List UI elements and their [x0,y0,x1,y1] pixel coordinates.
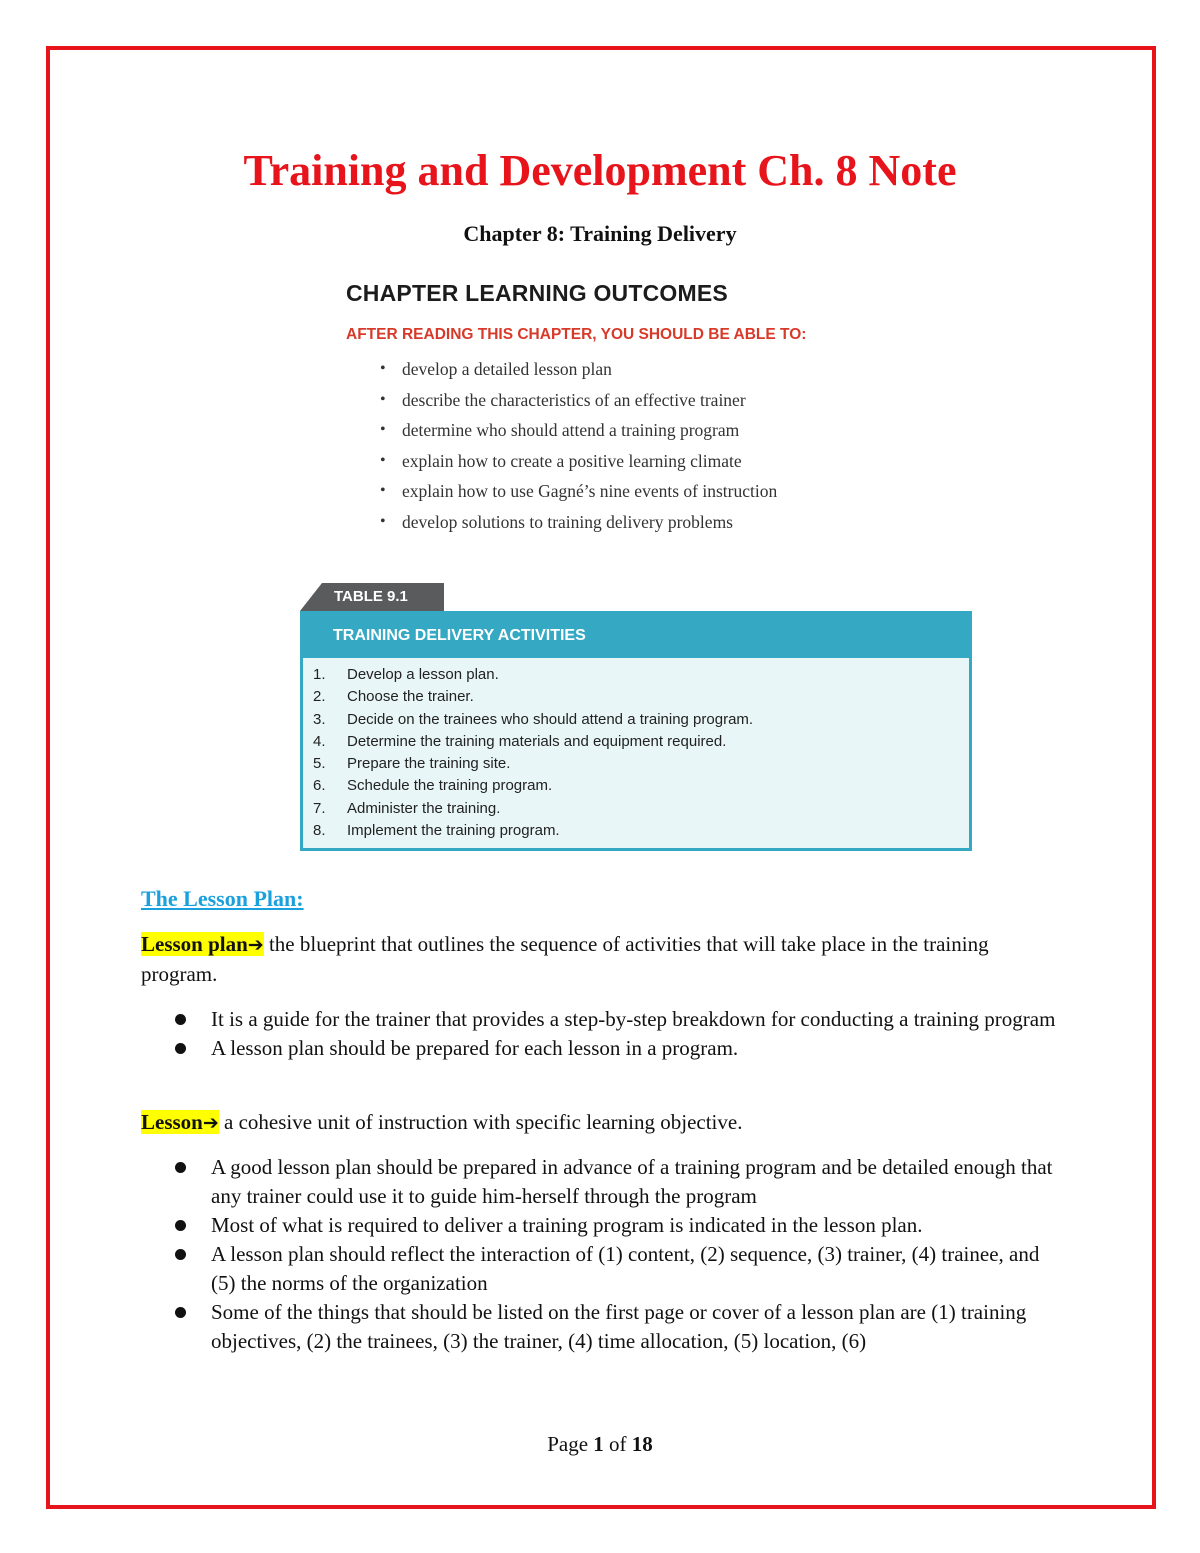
list-item [346,415,886,446]
table-row [303,775,969,797]
list-item [141,1298,1061,1356]
list-item [141,1240,1061,1298]
row-number: 5. [313,755,326,773]
list-item [141,1211,1061,1240]
outcome-text: explain how to create a positive learning climate [402,450,742,471]
current-page-number: 1 [593,1432,604,1456]
bullet-icon: • [380,482,386,499]
lesson-definition [141,1108,1061,1138]
bullet-text: Some of the things that should be listed on the first page or cover of a lesson plan are (1) training objectives, (2) the trainees, (3) the trainer, (4) time allocation, (5) location, (6) [211,1300,1027,1353]
table-box [300,611,972,851]
bullet-icon [175,1043,186,1054]
document-title: Training and Development Ch. 8 Note [243,146,957,195]
outcome-text: explain how to use Gagné’s nine events of instruction [402,481,778,501]
row-text: Prepare the training site. [347,755,511,773]
table-row [303,731,969,753]
outcome-text: determine who should attend a training program [402,420,740,440]
learning-outcomes-heading: CHAPTER LEARNING OUTCOMES [346,280,728,306]
table-tab-corner [300,583,322,611]
table-header: TRAINING DELIVERY ACTIVITIES [303,614,969,658]
lesson-plan-bullets [141,1005,1061,1063]
bullet-icon: • [380,451,386,469]
document-subtitle: Chapter 8: Training Delivery [463,221,737,246]
row-number: 3. [313,710,326,728]
bullet-icon [175,1220,186,1231]
bullet-icon [175,1014,186,1025]
of-word: of [603,1432,632,1456]
row-number: 7. [313,799,326,817]
table-row [303,820,969,842]
list-item [346,507,886,538]
bullet-icon: • [380,421,386,438]
definition-text: the blueprint that outlines the sequence of activities that will take place in the training program. [141,932,989,986]
learning-outcomes-figure [346,278,886,537]
bullet-icon [175,1307,186,1318]
list-item [141,1153,1061,1211]
table-row [303,664,969,686]
list-item [346,446,886,477]
row-number: 4. [313,732,326,750]
bullet-text: A lesson plan should reflect the interaction of (1) content, (2) sequence, (3) trainer, (4) trainee, and (5) the norms of the organization [211,1242,1040,1295]
bullet-icon [175,1249,186,1260]
outcome-text: develop a detailed lesson plan [402,359,612,379]
arrow-right-icon: ➔ [247,934,264,956]
row-number: 6. [313,777,326,795]
lesson-plan-term [141,932,264,956]
bullet-icon [175,1162,186,1173]
list-item [346,385,886,416]
row-text: Determine the training materials and equipment required. [347,732,727,750]
list-item [141,1034,1061,1063]
row-number: 1. [313,666,326,683]
list-item [141,1005,1061,1034]
learning-outcomes-list [346,354,886,537]
list-item [346,354,886,385]
page-word: Page [547,1432,594,1456]
term-text: Lesson [141,1110,203,1134]
table-figure [300,583,972,851]
definition-text: a cohesive unit of instruction with specific learning objective. [218,1110,743,1134]
table-list [303,664,969,842]
lesson-term [141,1110,219,1134]
lesson-plan-definition [141,930,1061,989]
term-text: Lesson plan [141,932,248,956]
arrow-right-icon: ➔ [202,1112,219,1134]
bullet-icon: • [380,512,386,530]
learning-outcomes-subheading: AFTER READING THIS CHAPTER, YOU SHOULD BE ABLE TO: [346,326,807,343]
row-text: Implement the training program. [347,822,560,840]
list-item [346,476,886,507]
table-row [303,798,969,820]
table-row [303,753,969,775]
row-text: Decide on the trainees who should attend a training program. [347,710,754,728]
total-pages-number: 18 [631,1432,653,1456]
bullet-text: A lesson plan should be prepared for each lesson in a program. [211,1036,739,1060]
row-number: 8. [313,822,326,840]
bullet-text: Most of what is required to deliver a training program is indicated in the lesson plan. [211,1213,923,1237]
table-tab-label: TABLE 9.1 [300,583,444,611]
row-text: Develop a lesson plan. [347,666,499,683]
outcome-text: describe the characteristics of an effective trainer [402,389,746,410]
bullet-text: A good lesson plan should be prepared in advance of a training program and be detailed enough that any trainer could use it to guide him-herself through the program [211,1155,1053,1208]
table-row [303,686,969,708]
bullet-icon: • [380,360,386,377]
page-footer [0,1430,1200,1458]
row-number: 2. [313,688,326,706]
row-text: Administer the training. [347,799,501,817]
lesson-bullets [141,1153,1061,1356]
outcome-text: develop solutions to training delivery problems [402,511,733,532]
bullet-icon: • [380,390,386,408]
row-text: Schedule the training program. [347,777,553,795]
bullet-text: It is a guide for the trainer that provides a step-by-step breakdown for conducting a training program [211,1007,1056,1031]
row-text: Choose the trainer. [347,688,474,706]
section-heading: The Lesson Plan: [141,886,304,911]
table-row [303,709,969,731]
